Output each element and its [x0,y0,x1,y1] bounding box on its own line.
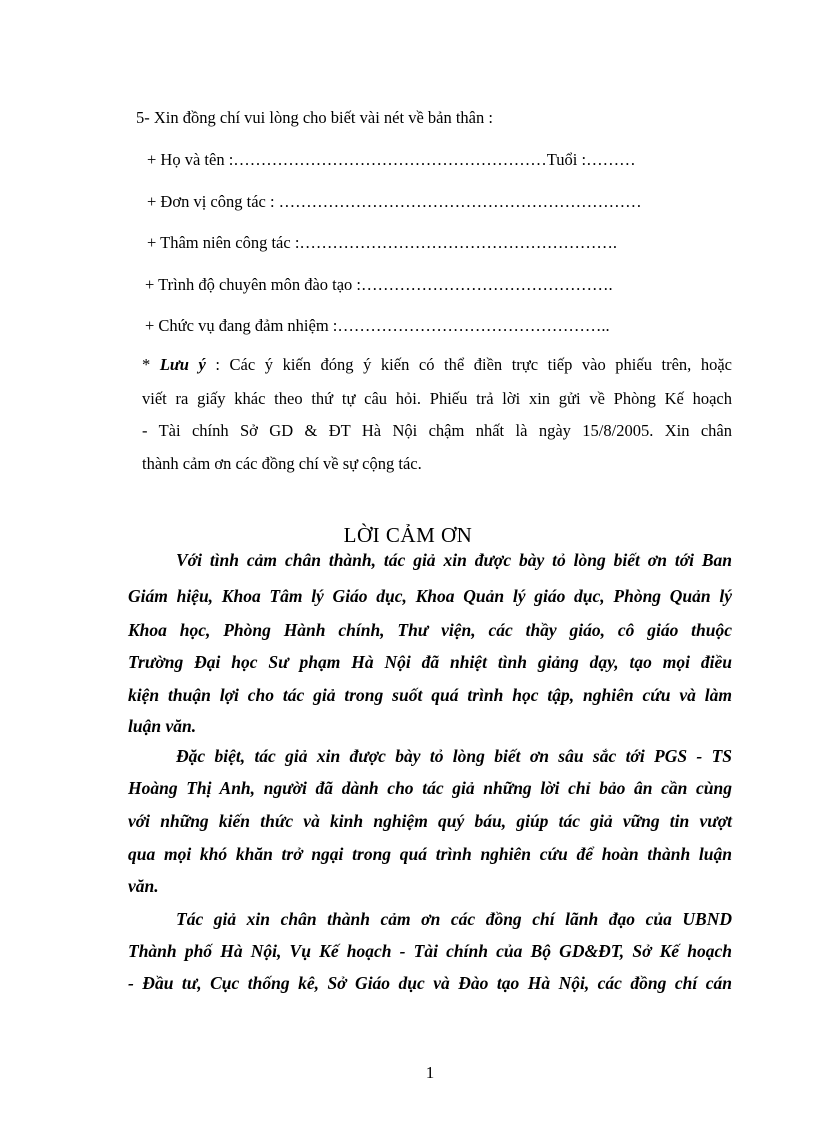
p2-line-2: Hoàng Thị Anh, người đã dành cho tác giả những lời chỉ bảo ân cần cùng [128,778,732,798]
p2-line-4: qua mọi khó khăn trở ngại trong quá trình nghiên cứu để hoàn thành luận [128,844,732,864]
position-field-line: + Chức vụ đang đảm nhiệm :………………………………………….. [145,316,610,335]
name-age-field-line: + Họ và tên :…………………………………………………Tuổi :……… [147,150,636,169]
p1-line-5: kiện thuận lợi cho tác giả trong suốt quá trình học tập, nghiên cứu và làm [128,685,732,705]
note-line-4: thành cảm ơn các đồng chí về sự cộng tác. [142,454,422,473]
p1-line-2: Giám hiệu, Khoa Tâm lý Giáo dục, Khoa Quản lý giáo dục, Phòng Quản lý [128,586,732,606]
qualification-field-line: + Trình độ chuyên môn đào tạo :………………………………………. [145,275,613,294]
acknowledgement-heading: LỜI CẢM ƠN [343,523,473,547]
page-number: 1 [425,1063,435,1082]
p2-line-1: Đặc biệt, tác giả xin được bày tỏ lòng biết ơn sâu sắc tới PGS - TS [176,746,732,766]
p3-line-3: - Đầu tư, Cục thống kê, Sở Giáo dục và Đào tạo Hà Nội, các đồng chí cán [128,973,732,993]
p1-line-1: Với tình cảm chân thành, tác giả xin được bày tỏ lòng biết ơn tới Ban [176,550,732,570]
question-5: 5- Xin đồng chí vui lòng cho biết vài nét về bản thân : [136,108,493,127]
note-label: Lưu ý [159,355,206,374]
note-asterisk: * [142,355,160,374]
p3-line-1: Tác giả xin chân thành cảm ơn các đồng chí lãnh đạo của UBND [176,909,732,929]
note-line-1-text: : Các ý kiến đóng ý kiến có thể điền trực tiếp vào phiếu trên, hoặc [205,355,732,374]
p1-line-4: Trường Đại học Sư phạm Hà Nội đã nhiệt tình giảng dạy, tạo mọi điều [128,652,732,672]
p1-line-3: Khoa học, Phòng Hành chính, Thư viện, các thầy giáo, cô giáo thuộc [128,620,732,640]
p2-line-5: văn. [128,876,159,896]
note-line-3: - Tài chính Sở GD & ĐT Hà Nội chậm nhất là ngày 15/8/2005. Xin chân [142,421,732,440]
note-line-2: viết ra giấy khác theo thứ tự câu hỏi. Phiếu trả lời xin gửi về Phòng Kế hoạch [142,389,732,408]
note-line-1 [142,355,732,375]
seniority-field-line: + Thâm niên công tác :…………………………………………………. [147,233,618,252]
p3-line-2: Thành phố Hà Nội, Vụ Kế hoạch - Tài chính của Bộ GD&ĐT, Sở Kế hoạch [128,941,732,961]
work-unit-field-line: + Đơn vị công tác : ………………………………………………………… [147,192,642,211]
p1-line-6: luận văn. [128,716,197,736]
p2-line-3: với những kiến thức và kinh nghiệm quý báu, giúp tác giả vững tin vượt [128,811,732,831]
